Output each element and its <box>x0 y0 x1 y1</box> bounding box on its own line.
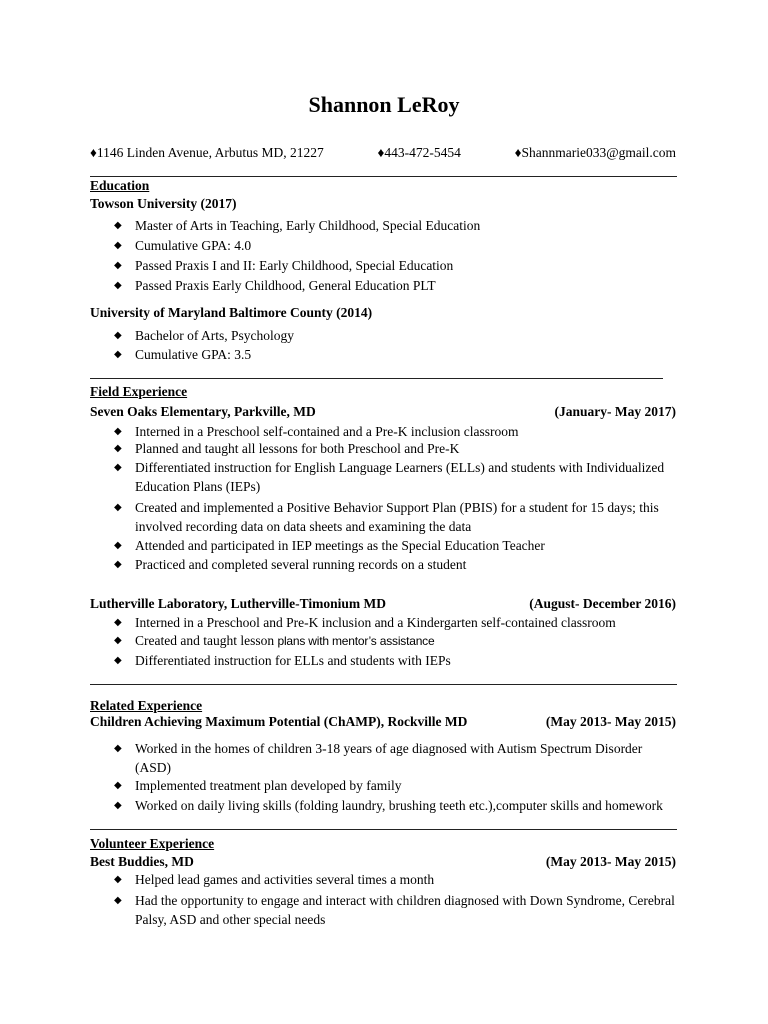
bullet-icon: ◆ <box>114 743 122 754</box>
bullet-icon: ◆ <box>114 655 122 666</box>
lutherville-dates: (August- December 2016) <box>529 596 676 611</box>
list-item: Had the opportunity to engage and interact with children diagnosed with Down Syndrome, Cerebral Palsy, ASD and other special needs <box>135 893 675 927</box>
list-item: Differentiated instruction for English Language Learners (ELLs) and students with Individualized Education Plans (IEPs) <box>135 460 665 494</box>
field-heading: Field Experience <box>90 384 188 399</box>
list-item: Cumulative GPA: 4.0 <box>135 238 252 253</box>
contact-phone: ♦443-472-5454 <box>377 145 461 160</box>
education-heading: Education <box>90 178 150 193</box>
seven-oaks-name: Seven Oaks Elementary, Parkville, MD <box>90 404 316 419</box>
bullet-icon: ◆ <box>114 330 122 341</box>
list-item: Cumulative GPA: 3.5 <box>135 347 252 362</box>
towson-name: Towson University (2017) <box>90 196 237 211</box>
bullet-icon: ◆ <box>114 540 122 551</box>
bullet-icon: ◆ <box>114 462 122 473</box>
list-item: Practiced and completed several running records on a student <box>135 557 467 572</box>
bullet-icon: ◆ <box>114 635 122 646</box>
divider <box>90 684 677 685</box>
list-item: Passed Praxis Early Childhood, General Education PLT <box>135 278 436 293</box>
list-item: Interned in a Preschool self-contained and a Pre-K inclusion classroom <box>135 424 519 439</box>
buddies-dates: (May 2013- May 2015) <box>545 854 676 869</box>
list-item: Created and taught lesson plans with mentor’s assistance <box>135 633 435 648</box>
champ-name: Children Achieving Maximum Potential (ChAMP), Rockville MD <box>90 714 468 729</box>
bullet-icon: ◆ <box>114 559 122 570</box>
bullet-icon: ◆ <box>114 800 122 811</box>
divider <box>90 829 677 830</box>
list-item: Implemented treatment plan developed by family <box>135 778 402 793</box>
bullet-icon: ◆ <box>114 426 122 437</box>
related-heading: Related Experience <box>90 698 203 713</box>
bullet-icon: ◆ <box>114 280 122 291</box>
list-item: Planned and taught all lessons for both Preschool and Pre-K <box>135 441 460 456</box>
volunteer-heading: Volunteer Experience <box>90 836 215 851</box>
list-item: Worked in the homes of children 3-18 years of age diagnosed with Autism Spectrum Disorder (ASD) <box>135 741 643 775</box>
list-item: Passed Praxis I and II: Early Childhood, Special Education <box>135 258 454 273</box>
buddies-name: Best Buddies, MD <box>90 854 194 869</box>
umbc-name: University of Maryland Baltimore County (2014) <box>90 305 373 320</box>
bullet-icon: ◆ <box>114 502 122 513</box>
list-item: Bachelor of Arts, Psychology <box>135 328 294 343</box>
contact-address: ♦1146 Linden Avenue, Arbutus MD, 21227 <box>90 145 324 160</box>
list-item: Created and implemented a Positive Behavior Support Plan (PBIS) for a student for 15 days; this involved recording data on data sheets and examining the data <box>135 500 659 534</box>
bullet-icon: ◆ <box>114 617 122 628</box>
list-item: Attended and participated in IEP meetings as the Special Education Teacher <box>135 538 545 553</box>
bullet-icon: ◆ <box>114 349 122 360</box>
list-item: Differentiated instruction for ELLs and students with IEPs <box>135 653 451 668</box>
list-item: Master of Arts in Teaching, Early Childhood, Special Education <box>135 218 481 233</box>
champ-dates: (May 2013- May 2015) <box>545 714 676 729</box>
bullet-icon: ◆ <box>114 874 122 885</box>
bullet-icon: ◆ <box>114 443 122 454</box>
bullet-icon: ◆ <box>114 220 122 231</box>
bullet-icon: ◆ <box>114 260 122 271</box>
contact-line <box>90 145 676 161</box>
bullet-icon: ◆ <box>114 895 122 906</box>
list-item: Interned in a Preschool and Pre-K inclusion and a Kindergarten self-contained classroom <box>135 615 616 630</box>
seven-oaks-dates: (January- May 2017) <box>554 404 676 419</box>
lutherville-name: Lutherville Laboratory, Lutherville-Timonium MD <box>90 596 386 611</box>
divider <box>90 378 663 379</box>
list-item: Helped lead games and activities several times a month <box>135 872 435 887</box>
resume-name: Shannon LeRoy <box>308 92 460 117</box>
bullet-icon: ◆ <box>114 240 122 251</box>
divider <box>90 176 677 177</box>
list-item: Worked on daily living skills (folding laundry, brushing teeth etc.),computer skills and homework <box>135 798 663 813</box>
bullet-icon: ◆ <box>114 780 122 791</box>
contact-email: ♦Shannmarie033@gmail.com <box>514 145 676 160</box>
